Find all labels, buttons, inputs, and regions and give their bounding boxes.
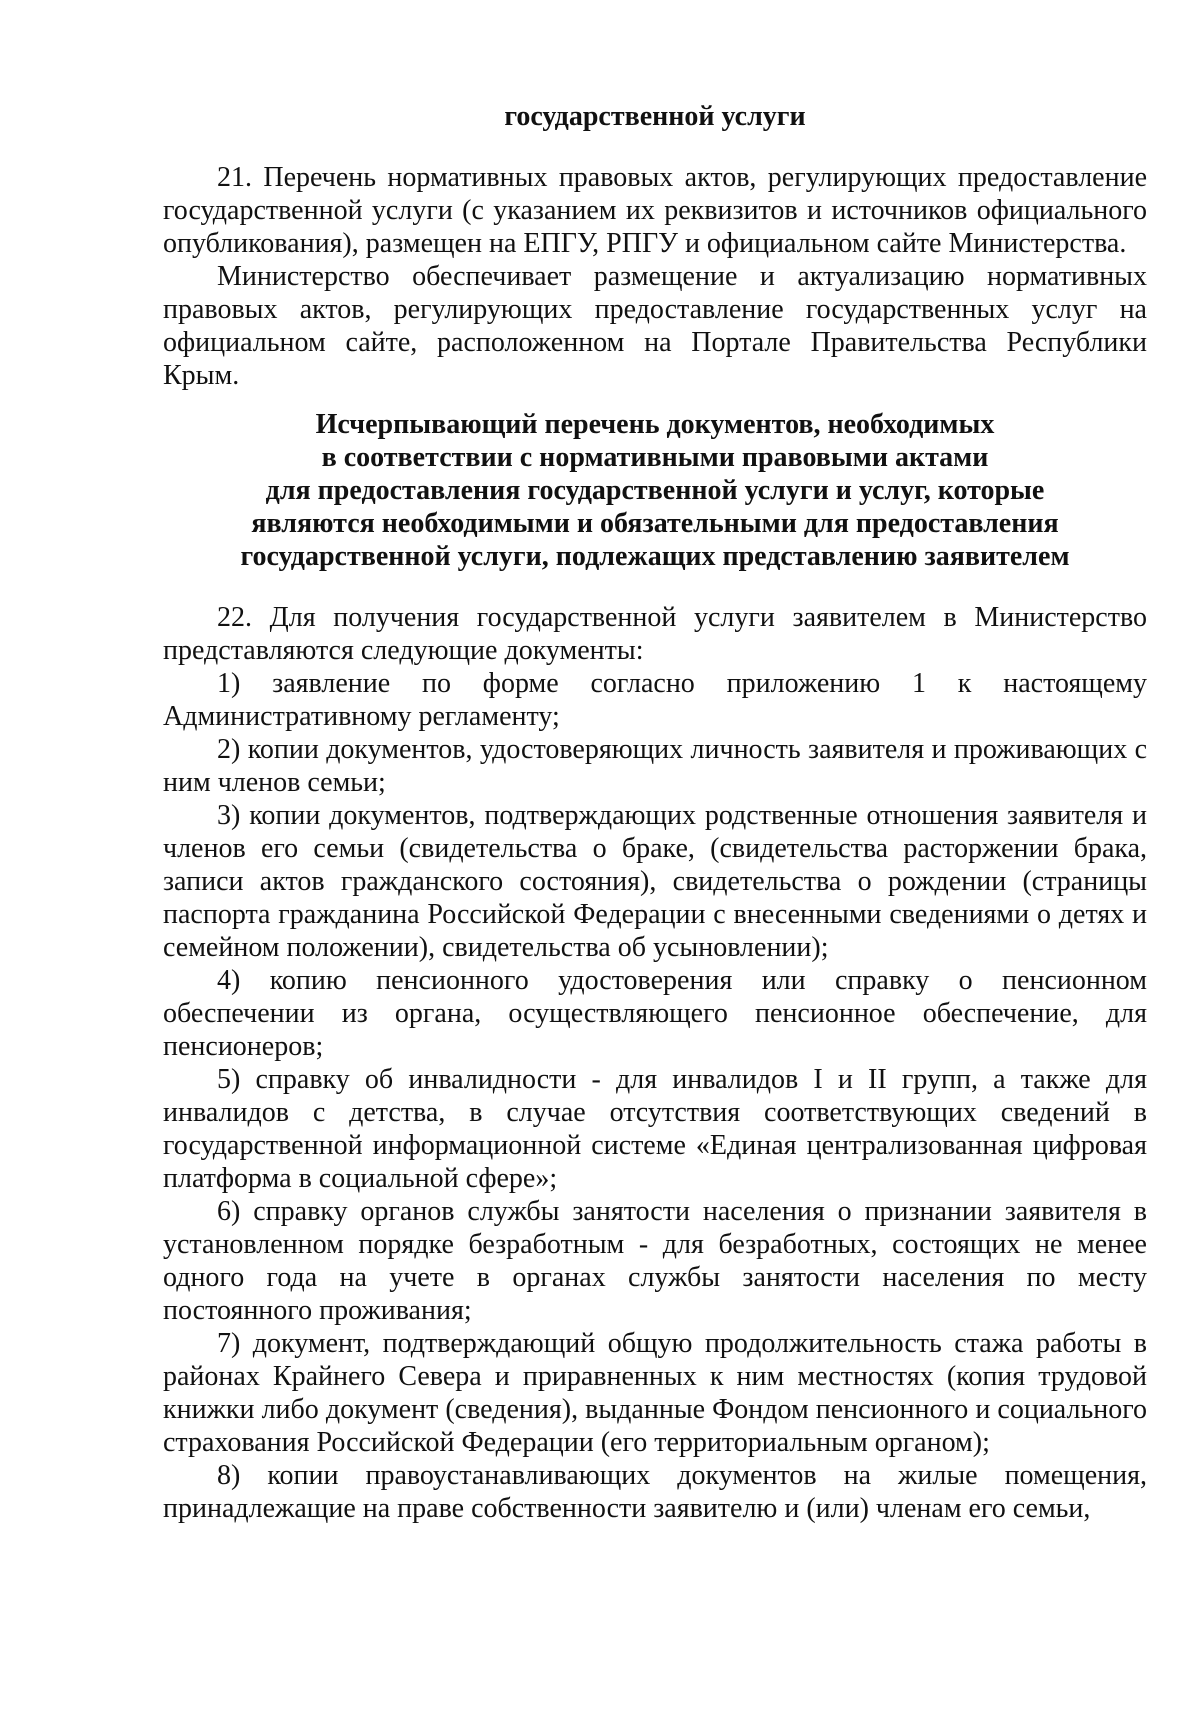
- section-heading-line: государственной услуги, подлежащих представлению заявителем: [240, 541, 1070, 572]
- document-page: [163, 100, 1147, 1525]
- list-item-5: 5) справку об инвалидности - для инвалидов I и II групп, а также для инвалидов с детства, в случае отсутствия соответствующих сведений в государственной информационной системе «Единая централизованная цифровая платформа в социальной сфере»;: [163, 1064, 1147, 1194]
- list-item-2: 2) копии документов, удостоверяющих личность заявителя и проживающих с ним членов семьи;: [163, 734, 1147, 798]
- section-heading-line: в соответствии с нормативными правовыми актами: [321, 442, 989, 473]
- list-item-1: 1) заявление по форме согласно приложению 1 к настоящему Административному регламенту;: [163, 668, 1147, 732]
- paragraph-21: 21. Перечень нормативных правовых актов, регулирующих предоставление государственной услуги (с указанием их реквизитов и источников официального опубликования), размещен на ЕПГУ, РПГУ и официальном сайте Министерства.: [163, 162, 1147, 259]
- paragraph-ministry: Министерство обеспечивает размещение и актуализацию нормативных правовых актов, регулирующих предоставление государственных услуг на официальном сайте, расположенном на Портале Правительства Республики Крым.: [163, 261, 1147, 391]
- section-heading-line: для предоставления государственной услуги и услуг, которые: [265, 475, 1045, 506]
- list-item-4: 4) копию пенсионного удостоверения или справку о пенсионном обеспечении из органа, осуществляющего пенсионное обеспечение, для пенсионеров;: [163, 965, 1147, 1062]
- list-item-3: 3) копии документов, подтверждающих родственные отношения заявителя и членов его семьи (свидетельства о браке, (свидетельства расторжении брака, записи актов гражданского состояния), свидетельства о рождении (страницы паспорта гражданина Российской Федерации с внесенными сведениями о детях и семейном положении), свидетельства об усыновлении);: [163, 800, 1147, 963]
- section-heading: [163, 408, 1147, 573]
- list-item-8: 8) копии правоустанавливающих документов на жилые помещения, принадлежащие на праве собственности заявителю и (или) членам его семьи,: [163, 1460, 1147, 1524]
- section-heading-line: являются необходимыми и обязательными для предоставления: [251, 508, 1059, 539]
- top-heading: государственной услуги: [504, 101, 806, 132]
- list-item-6: 6) справку органов службы занятости населения о признании заявителя в установленном порядке безработным - для безработных, состоящих не менее одного года на учете в органах службы занятости населения по месту постоянного проживания;: [163, 1196, 1147, 1326]
- section-heading-line: Исчерпывающий перечень документов, необходимых: [315, 409, 995, 440]
- paragraph-22: 22. Для получения государственной услуги заявителем в Министерство представляются следующие документы:: [163, 602, 1147, 666]
- list-item-7: 7) документ, подтверждающий общую продолжительность стажа работы в районах Крайнего Севера и приравненных к ним местностях (копия трудовой книжки либо документ (сведения), выданные Фондом пенсионного и социального страхования Российской Федерации (его территориальным органом);: [163, 1328, 1147, 1458]
